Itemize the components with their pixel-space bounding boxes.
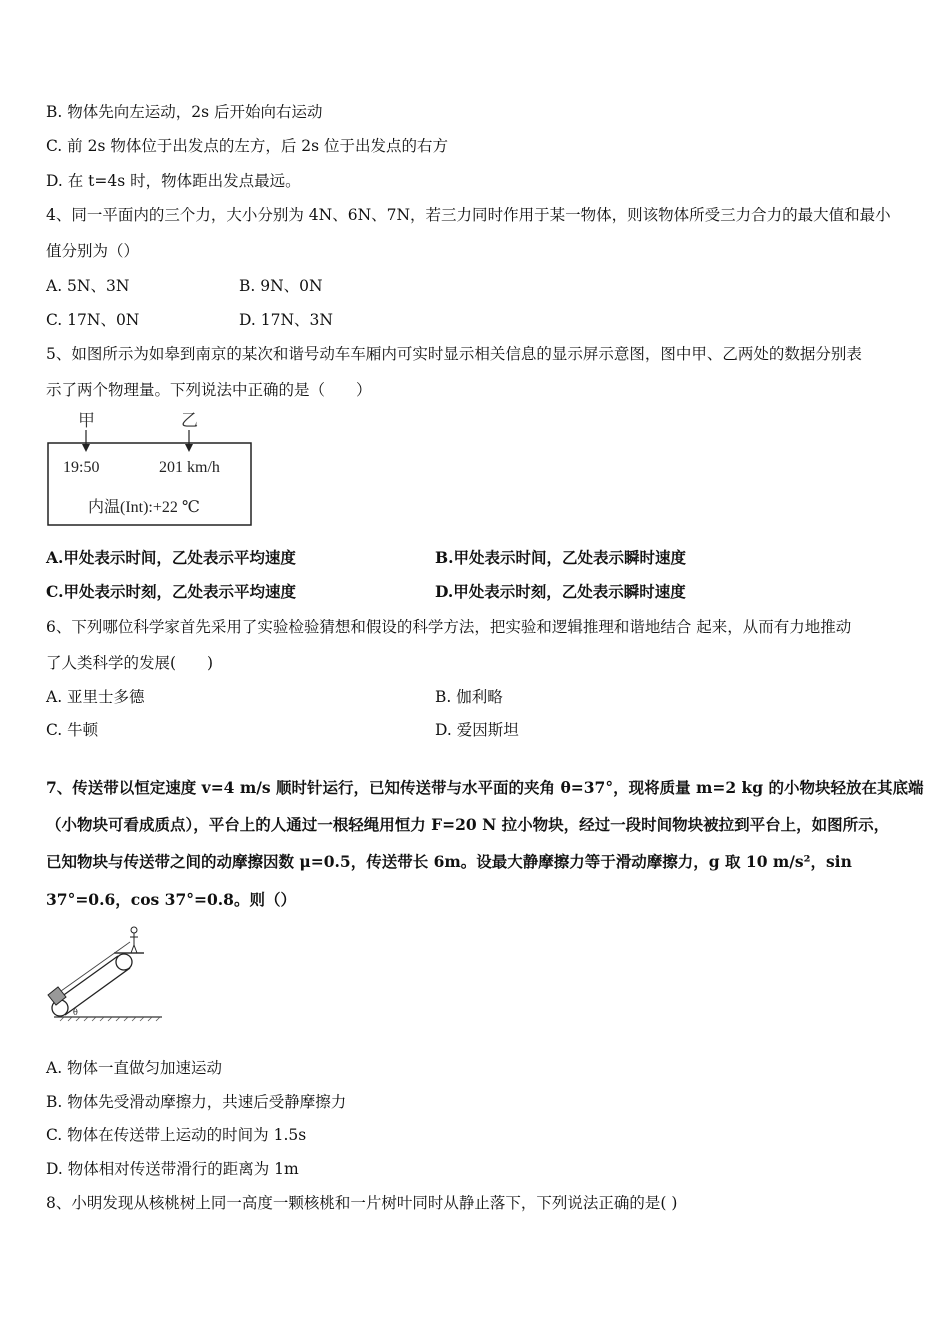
- q7-rope: [61, 942, 130, 991]
- q6-option-c: C. 牛顿: [46, 721, 99, 739]
- q5-stem-line2: 示了两个物理量。下列说法中正确的是（ ）: [46, 381, 372, 399]
- q5-option-a: A.甲处表示时间，乙处表示平均速度: [46, 548, 296, 567]
- q4-option-b: B. 9N、0N: [239, 277, 323, 295]
- q7-stem-line3: 已知物块与传送带之间的动摩擦因数 μ=0.5，传送带长 6m。设最大静摩擦力等于滑动摩擦力，g 取 10 m/s²，sin: [46, 852, 852, 871]
- q5-stem-line1: 5、如图所示为如皋到南京的某次和谐号动车车厢内可实时显示相关信息的显示屏示意图，图中甲、乙两处的数据分别表: [46, 345, 862, 363]
- q5-option-c: C.甲处表示时刻，乙处表示平均速度: [46, 582, 296, 601]
- q5-arrow-jia-head: [82, 444, 90, 452]
- q4-stem-line2: 值分别为（）: [46, 242, 140, 260]
- q7-person-head: [131, 927, 137, 933]
- q4-stem-line1: 4、同一平面内的三个力，大小分别为 4N、6N、7N，若三力同时作用于某一物体，则该物体所受三力合力的最大值和最小: [46, 206, 891, 224]
- q4-option-a: A. 5N、3N: [46, 277, 130, 295]
- q5-temperature: 内温(Int):+22 ℃: [88, 499, 200, 516]
- q6-stem-line1: 6、下列哪位科学家首先采用了实验检验猜想和假设的科学方法，把实验和逻辑推理和谐地结合 起来，从而有力地推动: [46, 618, 852, 636]
- q3-option-c: C. 前 2s 物体位于出发点的左方，后 2s 位于出发点的右方: [46, 137, 449, 155]
- q3-option-b: B. 物体先向左运动，2s 后开始向右运动: [46, 103, 323, 121]
- q7-stem-line4: 37°=0.6，cos 37°=0.8。则（）: [46, 890, 296, 909]
- q5-option-d: D.甲处表示时刻，乙处表示瞬时速度: [435, 582, 686, 601]
- q5-speed-value: 201 km/h: [159, 459, 220, 476]
- q3-option-d: D. 在 t=4s 时，物体距出发点最远。: [46, 172, 301, 190]
- q7-stem-line2: （小物块可看成质点），平台上的人通过一根轻绳用恒力 F=20 N 拉小物块，经过一段时间物块被拉到平台上，如图所示，: [46, 815, 890, 834]
- q7-conveyor-figure: [44, 925, 169, 1025]
- q4-option-d: D. 17N、3N: [239, 311, 333, 329]
- q5-arrow-yi-head: [185, 444, 193, 452]
- q7-person-leg-left: [131, 945, 134, 953]
- q6-option-d: D. 爱因斯坦: [435, 721, 519, 739]
- q5-display-figure: [40, 408, 260, 533]
- q7-stem-line1: 7、传送带以恒定速度 v=4 m/s 顺时针运行，已知传送带与水平面的夹角 θ=37°，现将质量 m=2 kg 的小物块轻放在其底端: [46, 778, 924, 797]
- q7-option-a: A. 物体一直做匀加速运动: [46, 1059, 223, 1077]
- q5-option-b: B.甲处表示时间，乙处表示瞬时速度: [435, 548, 686, 567]
- q4-option-c: C. 17N、0N: [46, 311, 140, 329]
- q6-option-b: B. 伽利略: [435, 688, 503, 706]
- q7-option-b: B. 物体先受滑动摩擦力，共速后受静摩擦力: [46, 1093, 347, 1111]
- q7-angle-mark: θ: [73, 1008, 78, 1017]
- q5-time-value: 19:50: [63, 459, 100, 476]
- q6-stem-line2: 了人类科学的发展( ): [46, 654, 214, 672]
- q6-option-a: A. 亚里士多德: [46, 688, 145, 706]
- q5-label-yi: 乙: [181, 411, 198, 430]
- q7-person-leg-right: [134, 945, 137, 953]
- q8-stem-line1: 8、小明发现从核桃树上同一高度一颗核桃和一片树叶同时从静止落下，下列说法正确的是( ): [46, 1194, 678, 1212]
- q7-option-d: D. 物体相对传送带滑行的距离为 1m: [46, 1160, 299, 1178]
- q5-label-jia: 甲: [78, 411, 95, 430]
- q7-option-c: C. 物体在传送带上运动的时间为 1.5s: [46, 1126, 307, 1144]
